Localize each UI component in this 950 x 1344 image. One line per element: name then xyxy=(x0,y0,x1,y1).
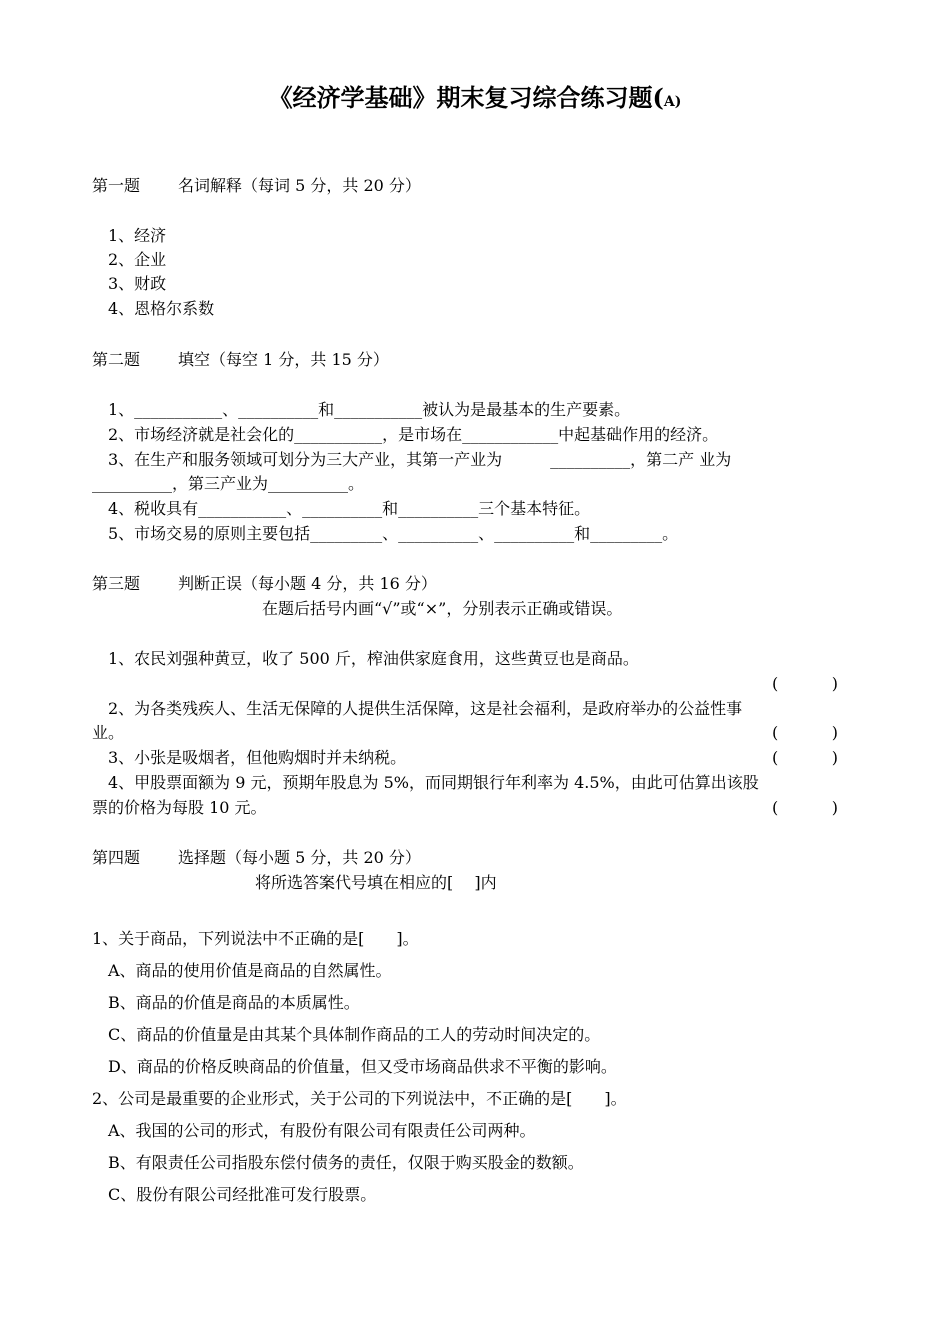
fill-blank-item: 4、税收具有___________、__________和__________三个基本特征。 xyxy=(108,499,591,518)
section-heading: 选择题（每小题 5 分，共 20 分） xyxy=(178,848,421,867)
paren-open: ( xyxy=(772,748,779,767)
fill-blank-item: 1、___________、__________和___________被认为是最基本的生产要素。 xyxy=(108,400,631,419)
section-label: 第三题 xyxy=(92,574,141,593)
term-item: 1、经济 xyxy=(108,226,167,245)
true-false-item: 3、小张是吸烟者，但他购烟时并未纳税。 xyxy=(108,748,407,767)
section-3-header xyxy=(92,572,437,596)
section-3-instruction: 在题后括号内画“√”或“×”，分别表示正确或错误。 xyxy=(262,599,623,618)
true-false-item: 2、为各类残疾人、生活无保障的人提供生活保障，这是社会福利，是政府举办的公益性事 xyxy=(108,699,743,718)
section-4-instruction: 将所选答案代号填在相应的[ ]内 xyxy=(255,873,497,892)
term-item: 4、恩格尔系数 xyxy=(108,299,215,318)
section-label: 第四题 xyxy=(92,848,141,867)
choice-option: C、商品的价值量是由其某个具体制作商品的工人的劳动时间决定的。 xyxy=(108,1025,601,1044)
choice-option: B、商品的价值是商品的本质属性。 xyxy=(108,993,360,1012)
answer-parentheses xyxy=(772,746,838,770)
true-false-item-cont: 业。 xyxy=(92,723,125,742)
section-heading: 判断正误（每小题 4 分，共 16 分） xyxy=(178,574,437,593)
paren-open: ( xyxy=(772,723,779,742)
section-label: 第二题 xyxy=(92,350,141,369)
choice-option: D、商品的价格反映商品的价值量，但又受市场商品供求不平衡的影响。 xyxy=(108,1057,617,1076)
choice-question: 1、关于商品，下列说法中不正确的是[ ]。 xyxy=(92,929,419,948)
paren-close: ) xyxy=(831,798,838,817)
section-2-header xyxy=(92,348,389,372)
fill-blank-item: 2、市场经济就是社会化的___________，是市场在____________中起基础作用的经济。 xyxy=(108,425,719,444)
choice-question: 2、公司是最重要的企业形式，关于公司的下列说法中，不正确的是[ ]。 xyxy=(92,1089,627,1108)
choice-option: A、商品的使用价值是商品的自然属性。 xyxy=(108,961,392,980)
section-1-header xyxy=(92,174,421,198)
choice-option: A、我国的公司的形式，有股份有限公司有限责任公司两种。 xyxy=(108,1121,536,1140)
title-suffix: A) xyxy=(663,94,682,110)
page-title xyxy=(0,78,950,113)
paren-close: ) xyxy=(831,674,838,693)
fill-blank-item: 3、在生产和服务领域可划分为三大产业，其第一产业为 __________，第二产 业为 xyxy=(108,450,732,469)
choice-option: B、有限责任公司指股东偿付债务的责任，仅限于购买股金的数额。 xyxy=(108,1153,584,1172)
true-false-item-cont: 票的价格为每股 10 元。 xyxy=(92,798,267,817)
choice-option: C、股份有限公司经批准可发行股票。 xyxy=(108,1185,377,1204)
section-label: 第一题 xyxy=(92,176,141,195)
paren-open: ( xyxy=(772,674,779,693)
title-text: 《经济学基础》期末复习综合练习题( xyxy=(268,83,664,112)
section-heading: 填空（每空 1 分，共 15 分） xyxy=(178,350,389,369)
answer-parentheses xyxy=(772,721,838,745)
section-heading: 名词解释（每词 5 分，共 20 分） xyxy=(178,176,421,195)
fill-blank-item: 5、市场交易的原则主要包括_________、__________、__________和_________。 xyxy=(108,524,679,543)
term-item: 3、财政 xyxy=(108,274,167,293)
true-false-item: 1、农民刘强种黄豆，收了 500 斤，榨油供家庭食用，这些黄豆也是商品。 xyxy=(108,649,639,668)
paren-close: ) xyxy=(831,723,838,742)
answer-parentheses xyxy=(772,672,838,696)
true-false-item: 4、甲股票面额为 9 元，预期年股息为 5%，而同期银行年利率为 4.5%，由此可估算出该股 xyxy=(108,773,759,792)
fill-blank-item-cont: __________，第三产业为__________。 xyxy=(92,474,365,493)
paren-open: ( xyxy=(772,798,779,817)
term-item: 2、企业 xyxy=(108,250,167,269)
paren-close: ) xyxy=(831,748,838,767)
section-4-header xyxy=(92,846,421,870)
answer-parentheses xyxy=(772,796,838,820)
